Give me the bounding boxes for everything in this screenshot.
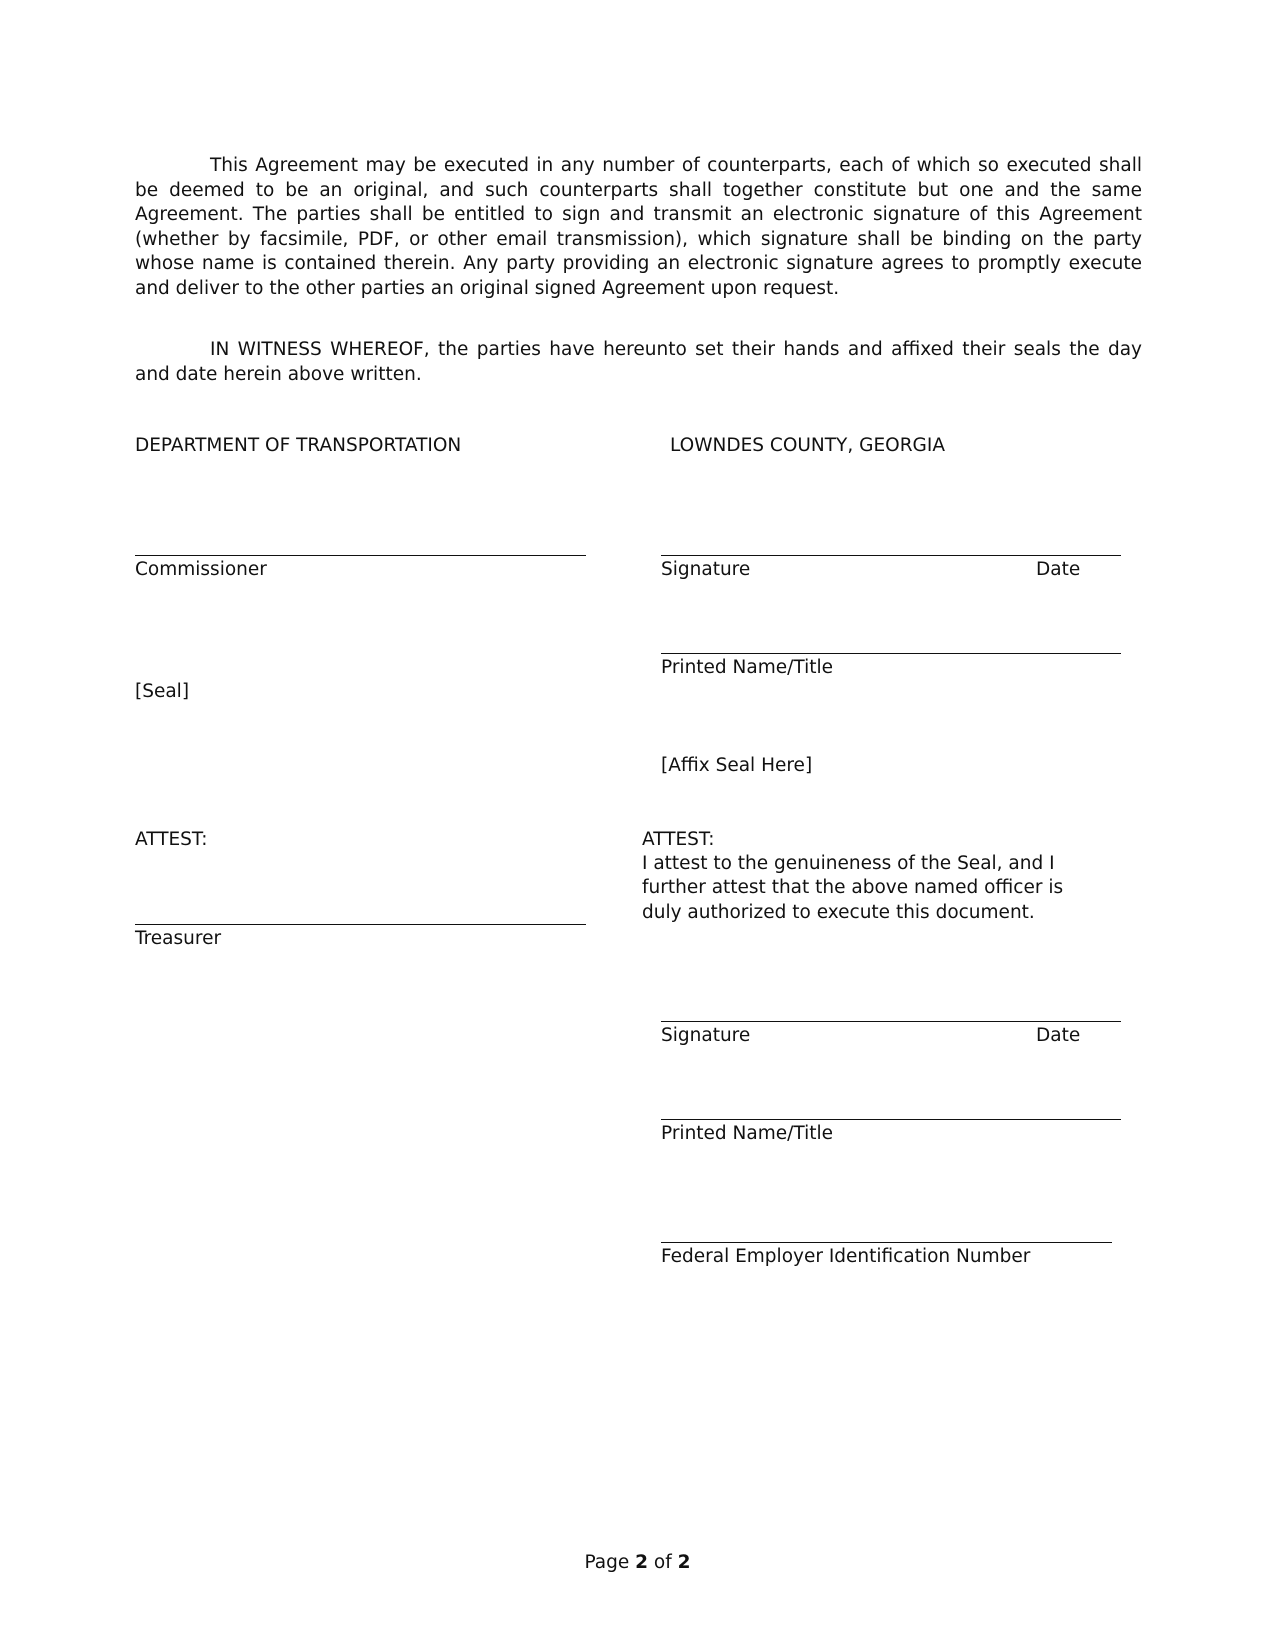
attest-signature-label: Signature	[661, 1025, 751, 1046]
attest-signature-line[interactable]	[661, 1021, 1121, 1022]
fein-line[interactable]	[661, 1242, 1112, 1243]
right-party-name: LOWNDES COUNTY, GEORGIA	[670, 435, 946, 456]
left-party-name: DEPARTMENT OF TRANSPORTATION	[135, 435, 462, 456]
fein-label: Federal Employer Identification Number	[661, 1246, 1031, 1267]
page-number	[0, 1552, 1275, 1573]
left-attest-label: ATTEST:	[135, 829, 208, 850]
page-prefix: Page	[584, 1552, 630, 1573]
attest-date-label: Date	[1036, 1025, 1081, 1046]
page-current: 2	[635, 1552, 649, 1573]
affix-seal-label: [Affix Seal Here]	[661, 755, 813, 776]
printed-name-line[interactable]	[661, 653, 1121, 654]
commissioner-label: Commissioner	[135, 559, 267, 580]
attest-printed-name-label: Printed Name/Title	[661, 1123, 834, 1144]
witness-paragraph: IN WITNESS WHEREOF, the parties have hereunto set their hands and affixed their seals the day and date herein above written.	[135, 339, 1142, 385]
signature-label: Signature	[661, 559, 751, 580]
attest-printed-name-line[interactable]	[661, 1119, 1121, 1120]
right-attest-label: ATTEST:	[642, 829, 715, 850]
county-signature-line[interactable]	[661, 555, 1121, 556]
attest-statement: I attest to the genuineness of the Seal, and I further attest that the above named officer is duly authorized to execute this document.	[642, 853, 1064, 923]
page-of: of	[653, 1552, 672, 1573]
printed-name-label: Printed Name/Title	[661, 657, 834, 678]
seal-label: [Seal]	[135, 681, 190, 702]
treasurer-label: Treasurer	[135, 928, 222, 949]
date-label: Date	[1036, 559, 1081, 580]
treasurer-signature-line[interactable]	[135, 924, 586, 925]
counterparts-paragraph: This Agreement may be executed in any number of counterparts, each of which so executed shall be deemed to be an original, and such counterparts shall together constitute but one and the same Agreement. The parties shall be entitled to sign and transmit an electronic signature of this Agreement (whether by facsimile, PDF, or other email transmission), which signature shall be binding on the party whose name is contained therein. Any party providing an electronic signature agrees to promptly execute and deliver to the other parties an original signed Agreement upon request.	[135, 155, 1142, 299]
page-total: 2	[677, 1552, 691, 1573]
commissioner-signature-line[interactable]	[135, 555, 586, 556]
